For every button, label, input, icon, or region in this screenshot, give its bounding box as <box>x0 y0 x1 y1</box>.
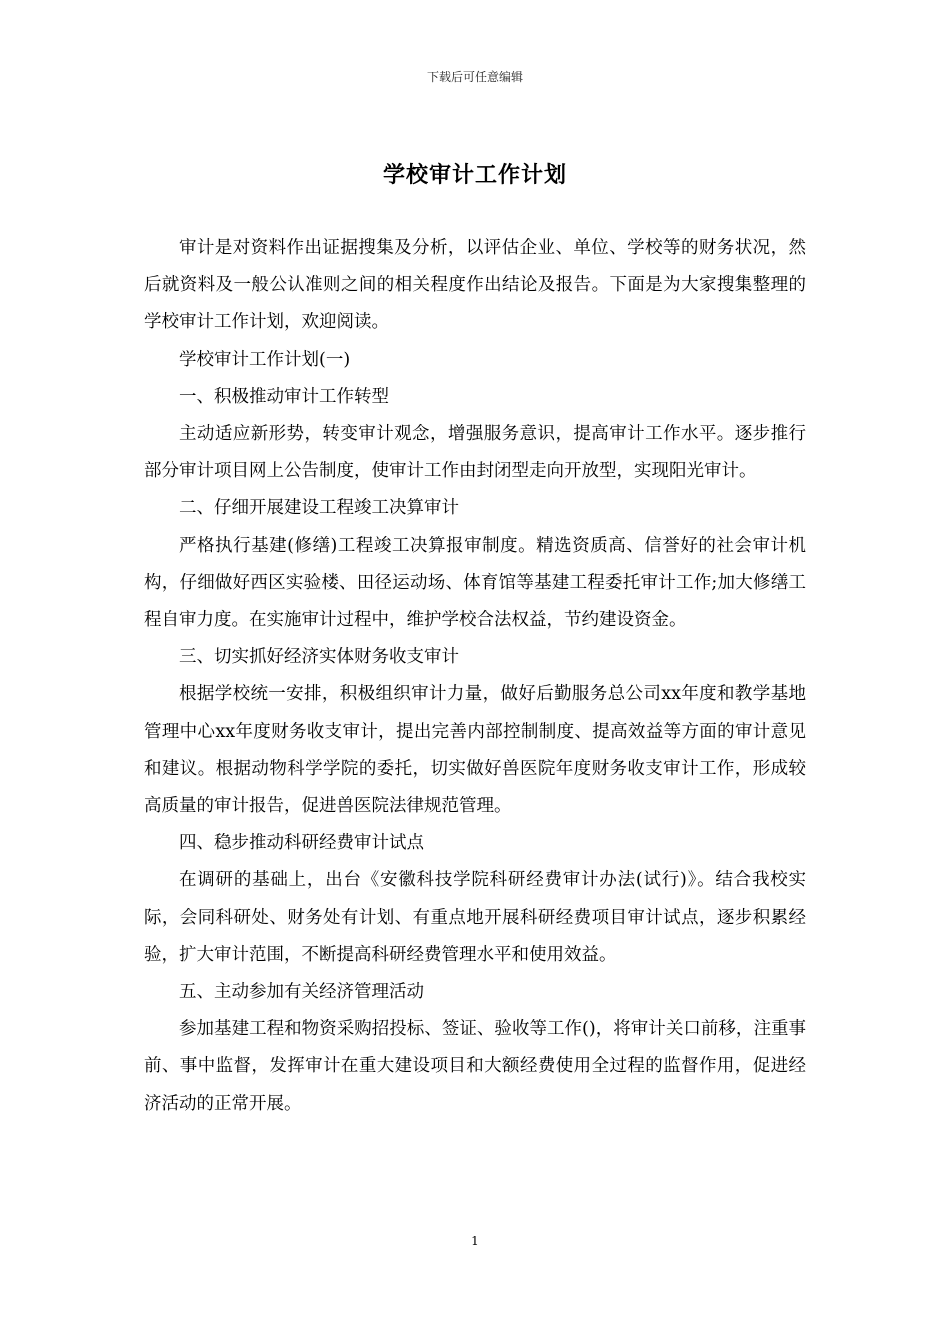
page-number: 1 <box>471 1234 479 1248</box>
document-body <box>144 230 806 1123</box>
paragraph-item-2: 严格执行基建(修缮)工程竣工决算报审制度。精选资质高、信誉好的社会审计机构，仔细做好西区实验楼、田径运动场、体育馆等基建工程委托审计工作;加大修缮工程自审力度。在实施审计过程中，维护学校合法权益，节约建设资金。 <box>144 535 806 631</box>
heading-item-5: 五、主动参加有关经济管理活动 <box>179 982 424 1003</box>
paragraph-intro: 审计是对资料作出证据搜集及分析，以评估企业、单位、学校等的财务状况，然后就资料及一般公认准则之间的相关程度作出结论及报告。下面是为大家搜集整理的学校审计工作计划，欢迎阅读。 <box>144 238 806 333</box>
paragraph-item-1: 主动适应新形势，转变审计观念，增强服务意识，提高审计工作水平。逐步推行部分审计项目网上公告制度，使审计工作由封闭型走向开放型，实现阳光审计。 <box>144 424 806 482</box>
paragraph-item-5: 参加基建工程和物资采购招投标、签证、验收等工作()，将审计关口前移，注重事前、事中监督，发挥审计在重大建设项目和大额经费使用全过程的监督作用，促进经济活动的正常开展。 <box>144 1019 806 1114</box>
heading-item-4: 四、稳步推动科研经费审计试点 <box>179 833 424 854</box>
paragraph-item-3: 根据学校统一安排，积极组织审计力量，做好后勤服务总公司xx年度和教学基地管理中心xx年度财务收支审计，提出完善内部控制制度、提高效益等方面的审计意见和建议。根据动物科学学院的委托，切实做好兽医院年度财务收支审计工作，形成较高质量的审计报告，促进兽医院法律规范管理。 <box>144 684 806 817</box>
header-note: 下载后可任意编辑 <box>426 70 523 84</box>
paragraph-item-4: 在调研的基础上，出台《安徽科技学院科研经费审计办法(试行)》。结合我校实际，会同科研处、财务处有计划、有重点地开展科研经费项目审计试点，逐步积累经验，扩大审计范围，不断提高科研经费管理水平和使用效益。 <box>144 870 806 965</box>
heading-item-3: 三、切实抓好经济实体财务收支审计 <box>179 647 459 668</box>
page-title: 学校审计工作计划 <box>382 162 567 188</box>
heading-item-1: 一、积极推动审计工作转型 <box>179 386 389 407</box>
heading-item-2: 二、仔细开展建设工程竣工决算审计 <box>179 498 459 519</box>
section-heading-plan-one: 学校审计工作计划(一) <box>179 349 351 370</box>
